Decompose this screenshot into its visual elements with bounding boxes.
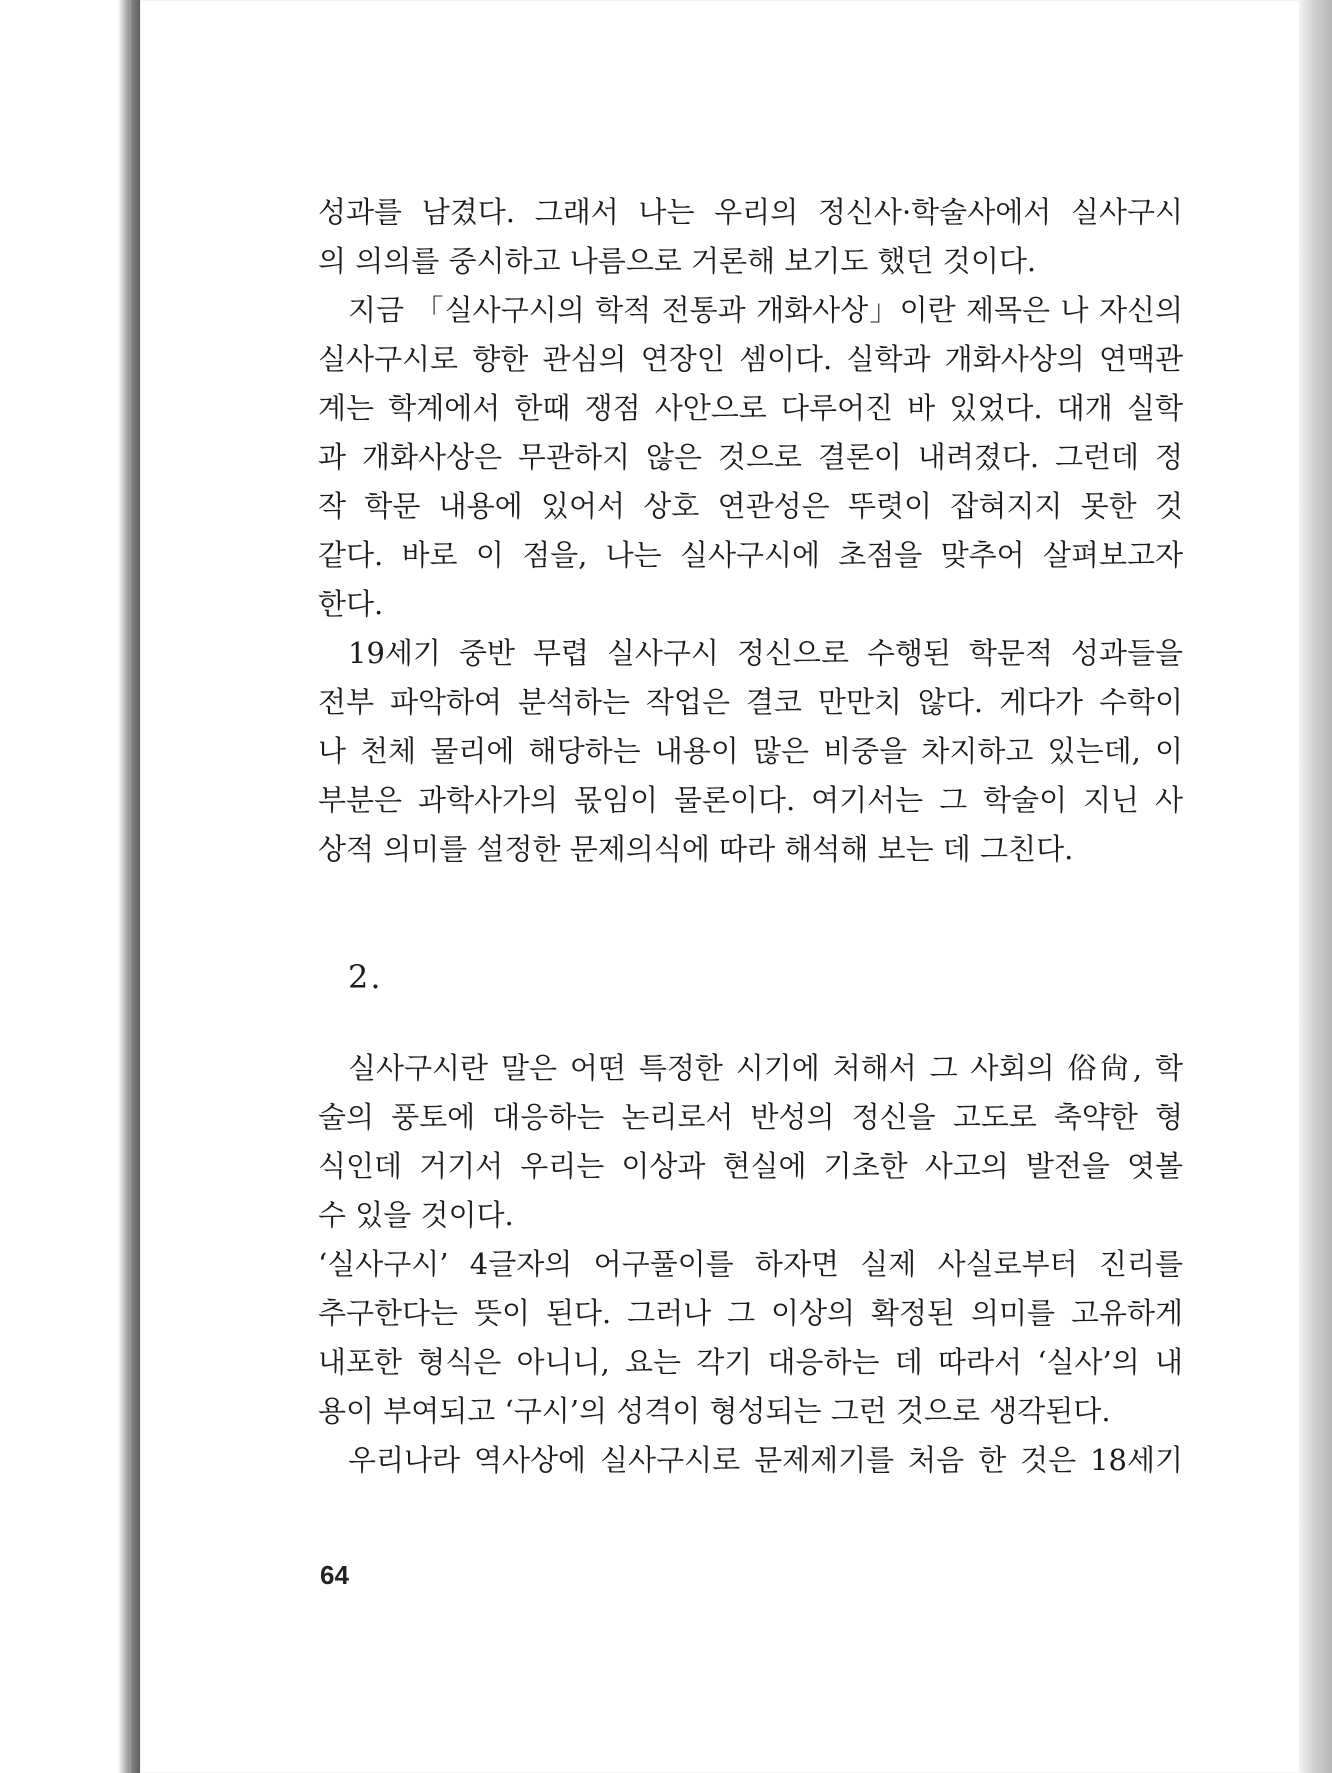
text-line: 계는 학계에서 한때 쟁점 사안으로 다루어진 바 있었다. 대개 실학 (318, 391, 1183, 425)
text-line: 의 의의를 중시하고 나름으로 거론해 보기도 했던 것이다. (318, 244, 1037, 278)
text-line: 한다. (318, 587, 384, 621)
text-line: 식인데 거기서 우리는 이상과 현실에 기초한 사고의 발전을 엿볼 (318, 1149, 1183, 1183)
page-shadow (1300, 0, 1332, 1773)
section-1-text (318, 188, 1183, 874)
text-line: 실사구시란 말은 어떤 특정한 시기에 처해서 그 사회의 俗尙, 학 (348, 1051, 1183, 1085)
text-line: 상적 의미를 설정한 문제의식에 따라 해석해 보는 데 그친다. (318, 832, 1074, 866)
page-number: 64 (320, 1560, 349, 1590)
text-line: 용이 부여되고 ‘구시’의 성격이 형성되는 그런 것으로 생각된다. (318, 1394, 1111, 1428)
text-line: 추구한다는 뜻이 된다. 그러나 그 이상의 확정된 의미를 고유하게 (318, 1296, 1183, 1330)
text-line: 지금 「실사구시의 학적 전통과 개화사상」이란 제목은 나 자신의 (348, 293, 1183, 327)
text-line: 내포한 형식은 아니니, 요는 각기 대응하는 데 따라서 ‘실사’의 내 (318, 1345, 1183, 1379)
text-line: 우리나라 역사상에 실사구시로 문제제기를 처음 한 것은 18세기 (348, 1443, 1183, 1477)
text-line: 과 개화사상은 무관하지 않은 것으로 결론이 내려졌다. 그런데 정 (318, 440, 1183, 474)
text-line: 성과를 남겼다. 그래서 나는 우리의 정신사·학술사에서 실사구시 (318, 195, 1183, 229)
text-line: 실사구시로 향한 관심의 연장인 셈이다. 실학과 개화사상의 연맥관 (318, 342, 1183, 376)
text-line: 전부 파악하여 분석하는 작업은 결코 만만치 않다. 게다가 수학이 (318, 685, 1183, 719)
section-2-text (318, 1044, 1183, 1485)
text-line: 나 천체 물리에 해당하는 내용이 많은 비중을 차지하고 있는데, 이 (318, 734, 1183, 768)
text-line: 부분은 과학사가의 몫임이 물론이다. 여기서는 그 학술이 지닌 사 (318, 783, 1183, 817)
text-line: 수 있을 것이다. (318, 1198, 514, 1232)
text-line: 작 학문 내용에 있어서 상호 연관성은 뚜렷이 잡혀지지 못한 것 (318, 489, 1183, 523)
text-line: 술의 풍토에 대응하는 논리로서 반성의 정신을 고도로 축약한 형 (318, 1100, 1183, 1134)
text-line: 같다. 바로 이 점을, 나는 실사구시에 초점을 맞추어 살펴보고자 (318, 538, 1183, 572)
text-line: 19세기 중반 무렵 실사구시 정신으로 수행된 학문적 성과들을 (348, 636, 1183, 670)
page-edge (128, 0, 131, 1773)
section-heading: 2. (348, 958, 383, 996)
text-line: ‘실사구시’ 4글자의 어구풀이를 하자면 실제 사실로부터 진리를 (318, 1247, 1183, 1281)
